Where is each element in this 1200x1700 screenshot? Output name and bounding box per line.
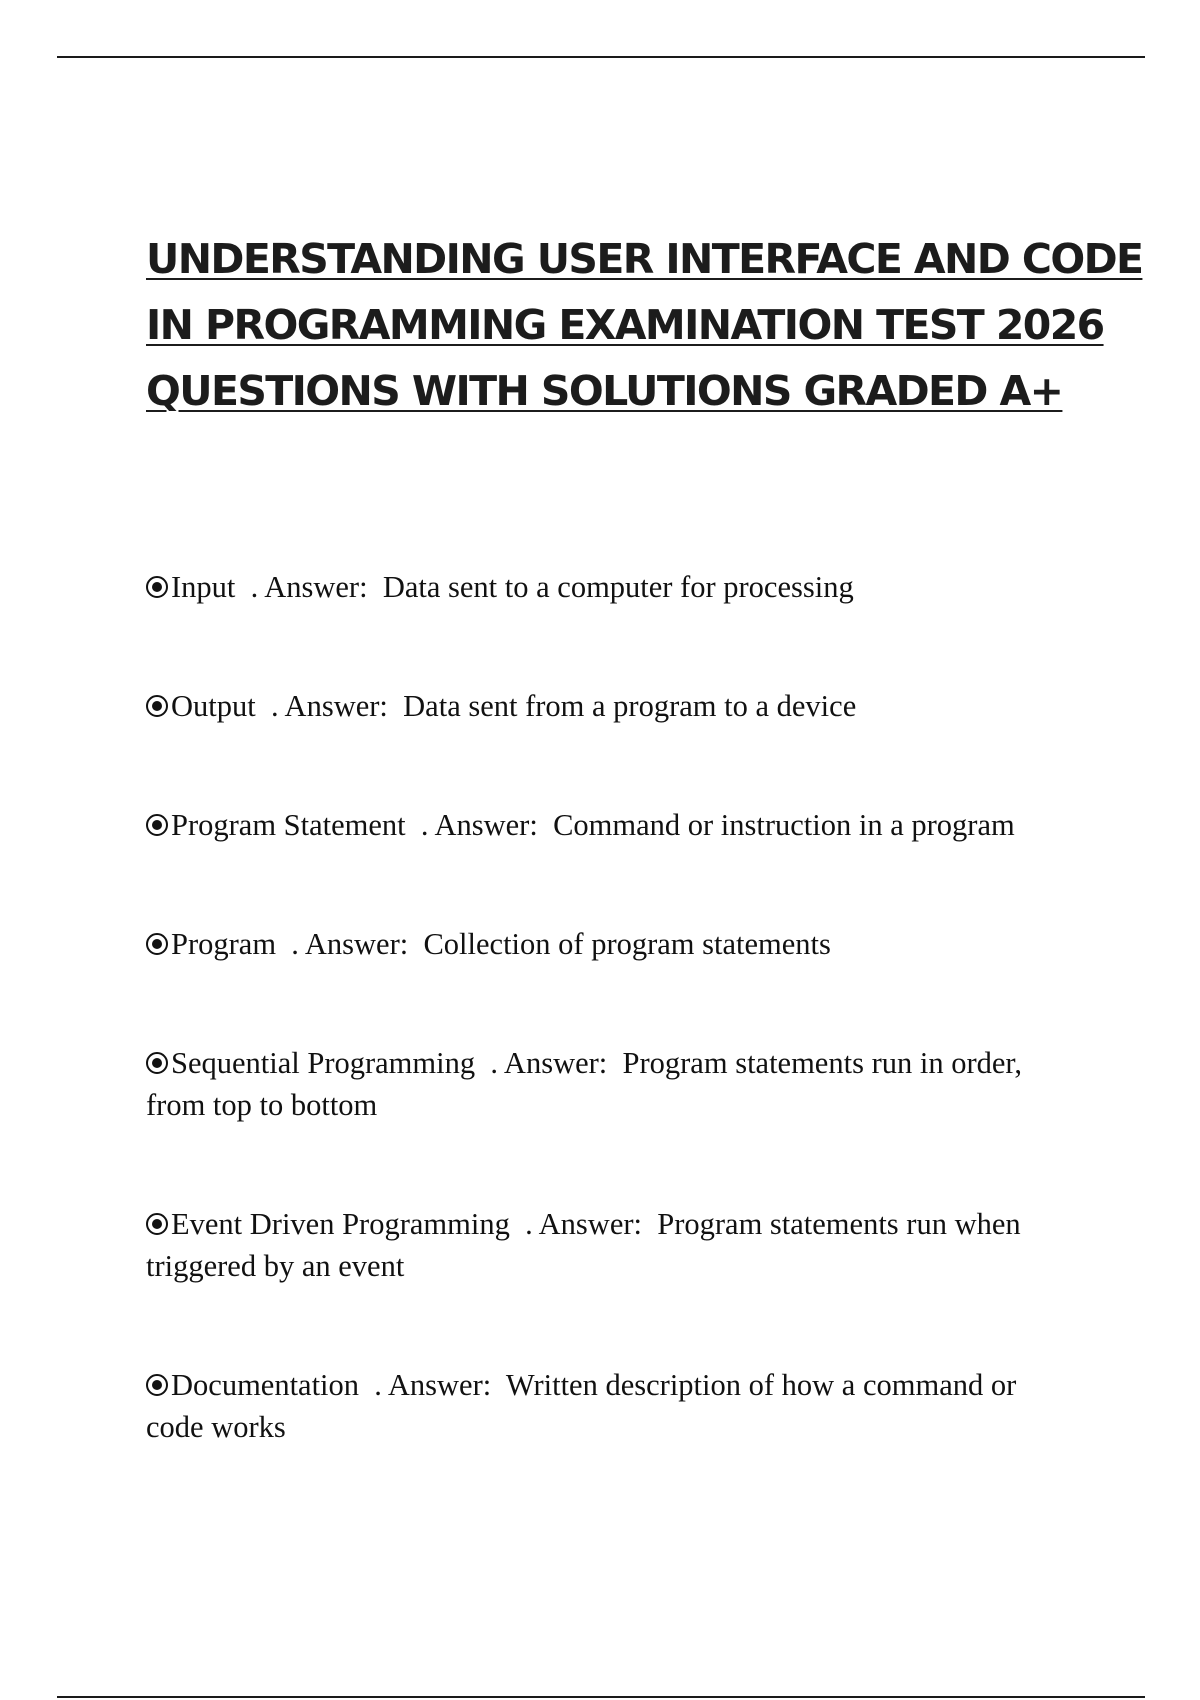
qa-term: Event Driven Programming: [171, 1207, 510, 1241]
radio-bullet-icon: [146, 933, 168, 955]
title-line: IN PROGRAMMING EXAMINATION TEST 2026: [146, 301, 1104, 349]
qa-term: Program Statement: [171, 808, 406, 842]
qa-list: [146, 566, 1076, 1448]
document-title: [146, 226, 1143, 424]
qa-item: [146, 1364, 1076, 1448]
qa-answer: Data sent to a computer for processing: [382, 570, 854, 604]
qa-term: Output: [171, 689, 256, 723]
qa-term: Program: [171, 927, 277, 961]
radio-bullet-icon: [146, 695, 168, 717]
bottom-rule: [57, 1696, 1145, 1698]
qa-answer: Program statements run when triggered by an event: [146, 1207, 1021, 1283]
qa-answer: Written description of how a command or code works: [146, 1368, 1017, 1444]
top-rule: [57, 56, 1145, 58]
title-line: QUESTIONS WITH SOLUTIONS GRADED A+: [146, 367, 1063, 415]
radio-bullet-icon: [146, 814, 168, 836]
qa-separator: . Answer:: [475, 1046, 623, 1080]
qa-answer: Command or instruction in a program: [553, 808, 1015, 842]
radio-bullet-icon: [146, 1052, 168, 1074]
qa-separator: . Answer:: [235, 570, 383, 604]
qa-answer: Collection of program statements: [423, 927, 831, 961]
radio-bullet-icon: [146, 1374, 168, 1396]
qa-item: [146, 1203, 1076, 1287]
qa-separator: . Answer:: [276, 927, 424, 961]
qa-item: [146, 685, 1076, 727]
qa-item: [146, 1042, 1076, 1126]
qa-term: Input: [171, 570, 236, 604]
qa-item: [146, 923, 1076, 965]
radio-bullet-icon: [146, 576, 168, 598]
radio-bullet-icon: [146, 1213, 168, 1235]
qa-separator: . Answer:: [359, 1368, 506, 1402]
qa-term: Documentation: [171, 1368, 360, 1402]
qa-answer: Data sent from a program to a device: [403, 689, 857, 723]
qa-separator: . Answer:: [405, 808, 554, 842]
qa-separator: . Answer:: [255, 689, 404, 723]
qa-term: Sequential Programming: [171, 1046, 476, 1080]
qa-answer: Program statements run in order, from top to bottom: [146, 1046, 1022, 1122]
qa-separator: . Answer:: [509, 1207, 658, 1241]
qa-item: [146, 566, 1076, 608]
title-line: UNDERSTANDING USER INTERFACE AND CODE: [146, 235, 1143, 283]
qa-item: [146, 804, 1076, 846]
